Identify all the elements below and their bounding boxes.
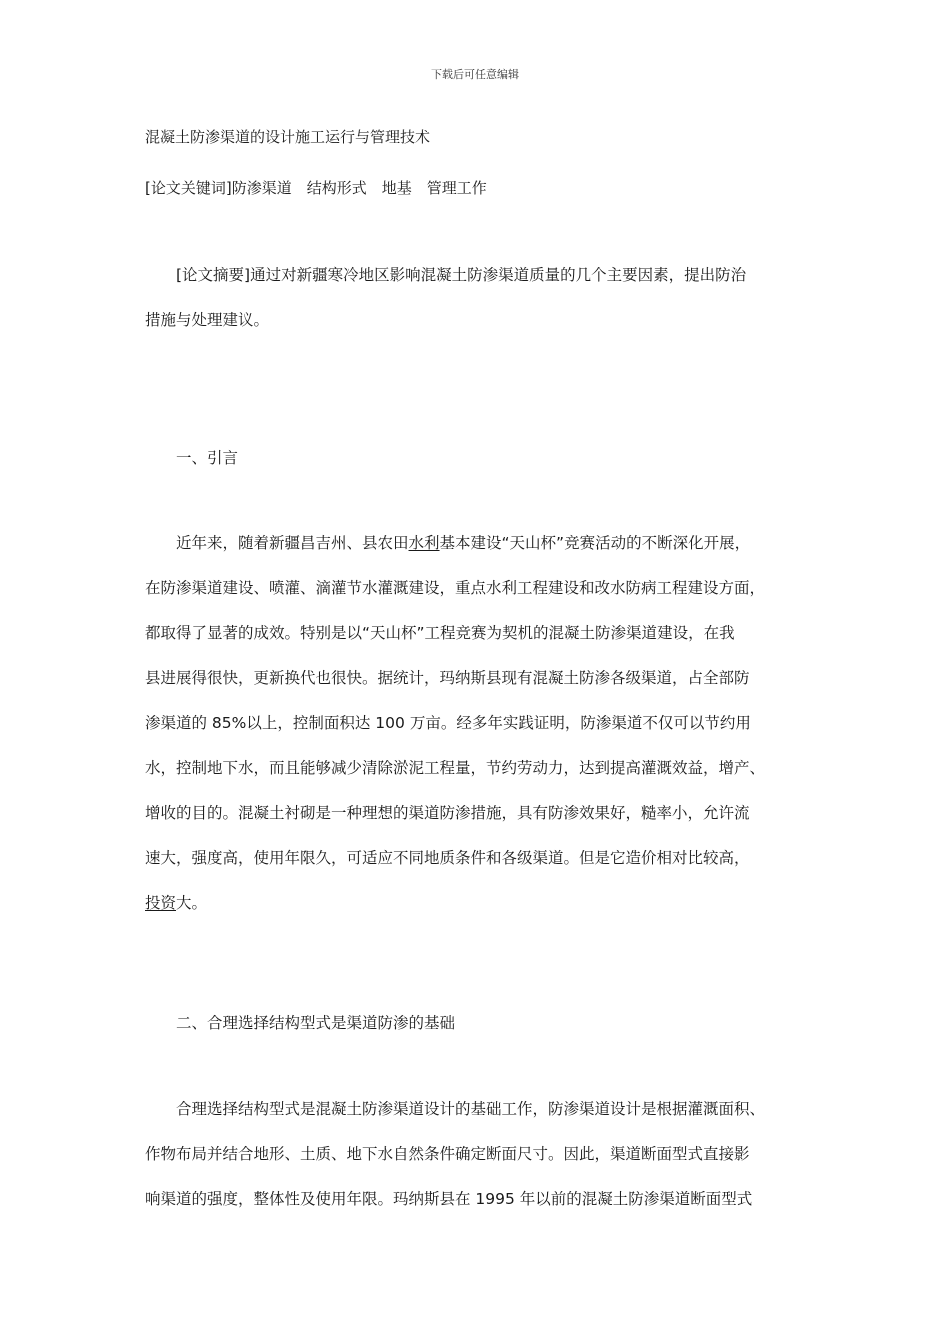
- intro-line: 水，控制地下水，而且能够减少清除淤泥工程量，节约劳动力，达到提高灌溉效益，增产、: [145, 759, 766, 777]
- intro-line: 渗渠道的 85%以上，控制面积达 100 万亩。经多年实践证明，防渗渠道不仅可以节约用: [145, 714, 751, 732]
- abstract-line: 措施与处理建议。: [145, 311, 270, 329]
- intro-line: 都取得了显著的成效。特别是以“天山杯”工程竞赛为契机的混凝土防渗渠道建设，在我: [145, 624, 735, 642]
- section2-line: 合理选择结构型式是混凝土防渗渠道设计的基础工作，防渗渠道设计是根据灌溉面积、: [176, 1100, 766, 1118]
- investment-link[interactable]: 投资: [145, 894, 177, 912]
- intro-text: 大。: [176, 894, 208, 912]
- intro-line: 增收的目的。混凝土衬砌是一种理想的渠道防渗措施，具有防渗效果好，糙率小，允许流: [145, 804, 750, 822]
- section-heading-structure: 二、合理选择结构型式是渠道防渗的基础: [176, 1014, 456, 1032]
- abstract-line: [论文摘要]通过对新疆寒冷地区影响混凝土防渗渠道质量的几个主要因素，提出防治: [176, 266, 747, 284]
- intro-text: 基本建设“天山杯”竞赛活动的不断深化开展，: [439, 534, 751, 552]
- section2-line: 响渠道的强度，整体性及使用年限。玛纳斯县在 1995 年以前的混凝土防渗渠道断面型式: [145, 1190, 753, 1208]
- abstract-paragraph: [145, 253, 817, 343]
- section2-paragraph: [145, 1087, 817, 1222]
- header-note: 下载后可任意编辑: [431, 68, 519, 81]
- keywords-line: [论文关键词]防渗渠道 结构形式 地基 管理工作: [145, 179, 487, 197]
- document-title: 混凝土防渗渠道的设计施工运行与管理技术: [145, 128, 431, 146]
- intro-line: 县进展得很快，更新换代也很快。据统计，玛纳斯县现有混凝土防渗各级渠道，占全部防: [145, 669, 750, 687]
- intro-paragraph: [145, 521, 817, 926]
- section-heading-introduction: 一、引言: [176, 449, 239, 467]
- section2-line: 作物布局并结合地形、土质、地下水自然条件确定断面尺寸。因此，渠道断面型式直接影: [145, 1145, 750, 1163]
- intro-text: 近年来，随着新疆昌吉州、县农田: [176, 534, 409, 552]
- intro-line: [145, 521, 817, 566]
- intro-line: 在防渗渠道建设、喷灌、滴灌节水灌溉建设，重点水利工程建设和改水防病工程建设方面，: [145, 579, 766, 597]
- intro-line: 速大，强度高，使用年限久，可适应不同地质条件和各级渠道。但是它造价相对比较高，: [145, 849, 750, 867]
- intro-line: [145, 881, 817, 926]
- water-conservancy-link[interactable]: 水利: [408, 534, 440, 552]
